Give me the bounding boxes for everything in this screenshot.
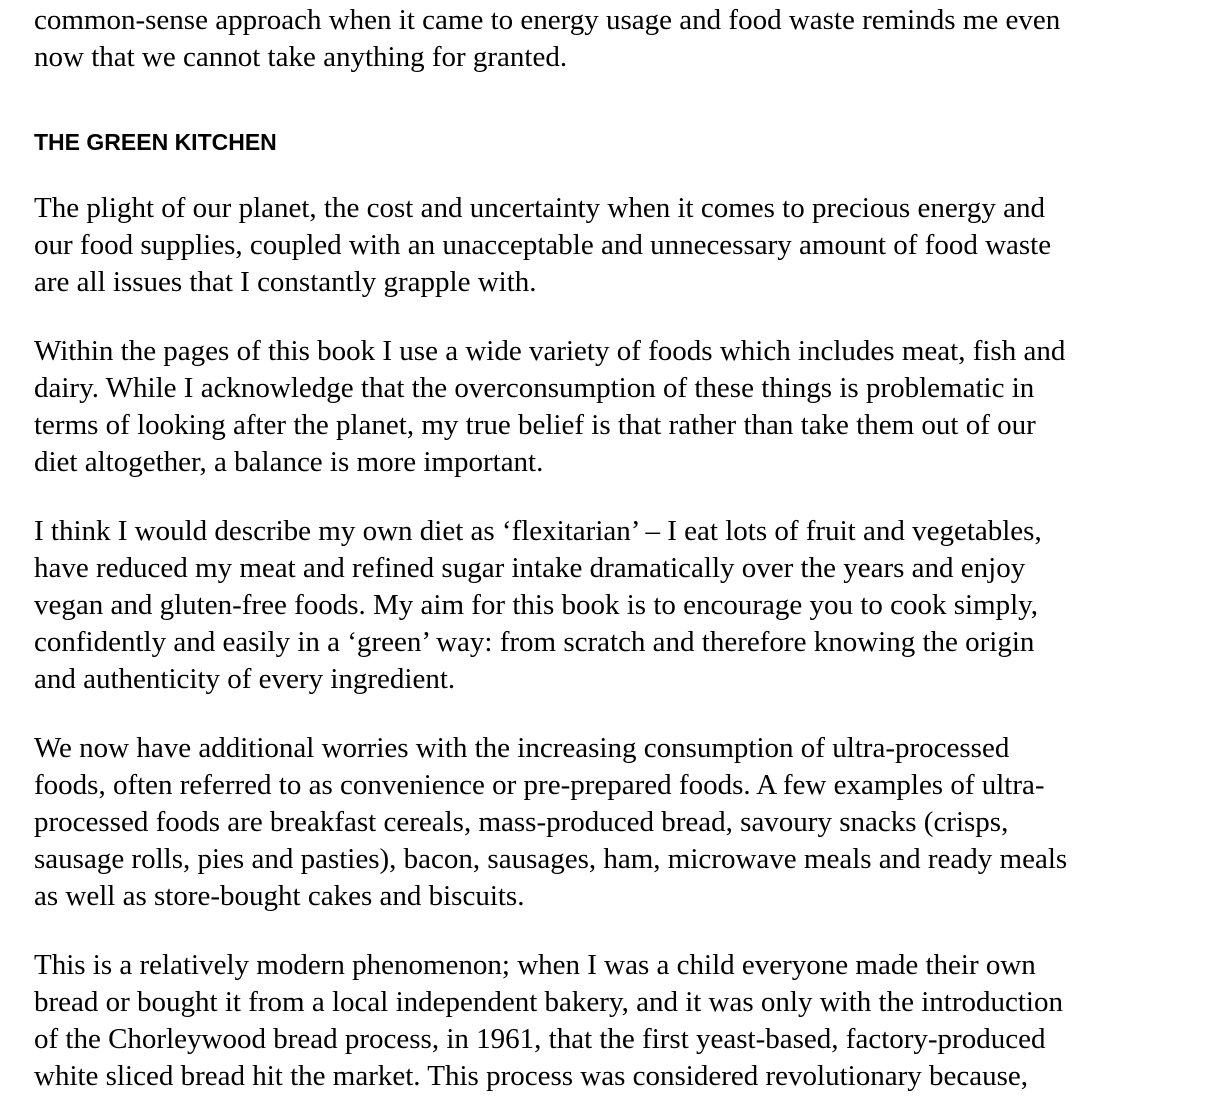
text-line: white sliced bread hit the market. This process was considered revolutionary because, <box>34 1060 1029 1092</box>
text-line: and authenticity of every ingredient. <box>34 663 456 695</box>
text-line: We now have additional worries with the increasing consumption of ultra-processed <box>34 732 1010 764</box>
text-line: bread or bought it from a local independent bakery, and it was only with the introduction <box>34 986 1063 1018</box>
text-line: processed foods are breakfast cereals, mass-produced bread, savoury snacks (crisps, <box>34 806 1009 838</box>
text-line: foods, often referred to as convenience or pre-prepared foods. A few examples of ultra- <box>34 769 1045 801</box>
body-paragraph-3 <box>34 513 1184 698</box>
text-line: vegan and gluten-free foods. My aim for this book is to encourage you to cook simply, <box>34 589 1039 621</box>
lead-paragraph <box>34 2 1060 76</box>
body-paragraph-2 <box>34 333 1184 481</box>
text-line: terms of looking after the planet, my true belief is that rather than take them out of our <box>34 409 1036 441</box>
text-line: our food supplies, coupled with an unacceptable and unnecessary amount of food waste <box>34 229 1052 261</box>
text-line: sausage rolls, pies and pasties), bacon, sausages, ham, microwave meals and ready meals <box>34 843 1068 875</box>
text-line: common-sense approach when it came to energy usage and food waste reminds me even <box>34 4 1061 36</box>
text-line: as well as store-bought cakes and biscuits. <box>34 880 525 912</box>
text-line: confidently and easily in a ‘green’ way: from scratch and therefore knowing the origin <box>34 626 1035 658</box>
text-line: dairy. While I acknowledge that the overconsumption of these things is problematic in <box>34 372 1035 404</box>
text-line: have reduced my meat and refined sugar intake dramatically over the years and enjoy <box>34 552 1026 584</box>
section-heading: THE GREEN KITCHEN <box>34 129 277 155</box>
text-line: of the Chorleywood bread process, in 1961, that the first yeast-based, factory-produced <box>34 1023 1046 1055</box>
body-paragraph-4 <box>34 730 1184 915</box>
text-line: now that we cannot take anything for granted. <box>34 41 568 73</box>
body-paragraph-1 <box>34 190 1184 301</box>
text-line: Within the pages of this book I use a wide variety of foods which includes meat, fish and <box>34 335 1066 367</box>
text-line: diet altogether, a balance is more important. <box>34 446 544 478</box>
text-line: I think I would describe my own diet as ‘flexitarian’ – I eat lots of fruit and vegetables, <box>34 515 1042 547</box>
text-line: The plight of our planet, the cost and uncertainty when it comes to precious energy and <box>34 192 1045 224</box>
text-line: are all issues that I constantly grapple with. <box>34 266 537 298</box>
body-paragraph-5 <box>34 947 1184 1095</box>
text-line: This is a relatively modern phenomenon; when I was a child everyone made their own <box>34 949 1036 981</box>
